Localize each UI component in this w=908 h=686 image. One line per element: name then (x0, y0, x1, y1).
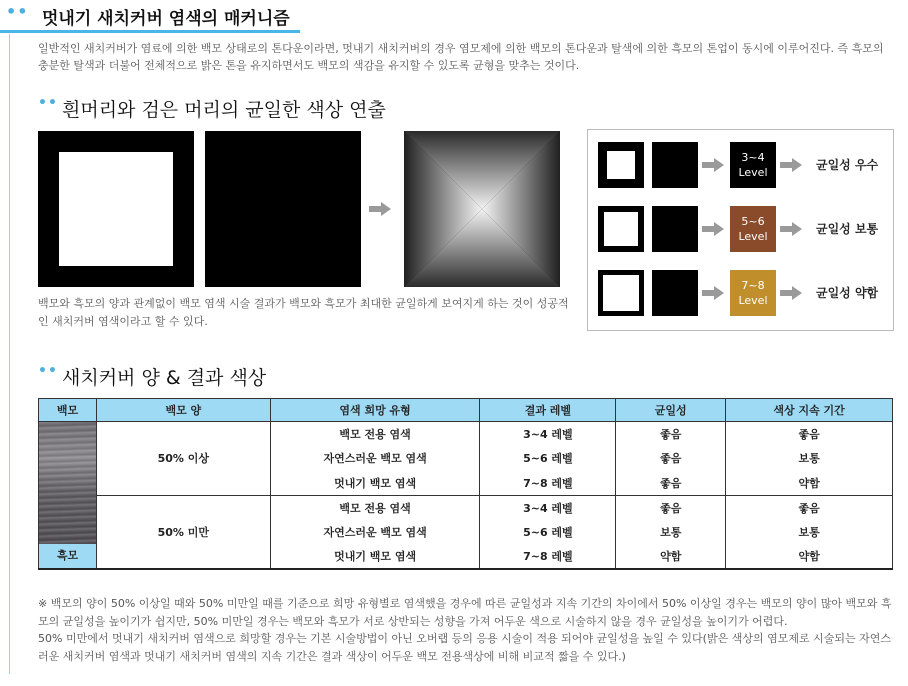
level-label: 균일성 우수 (816, 158, 879, 172)
hair-sample-black-square (205, 131, 361, 287)
white-inner-square (607, 151, 635, 179)
footnote-paragraph: ※ 백모의 양이 50% 이상일 때와 50% 미만일 때를 기준으로 희망 유형별로 염색했을 경우에 따른 균일성과 지속 기간의 차이에서 50% 이상일 경우는 백모의 양이 많아 백모와 흑모의 균일성을 높이기가 쉽지만, 50% 미만일 경우는 백모와 흑모가 서로 상반되는 성향을 가져 어두운 색으로 시술하지 않을 경우 균일성을 높이기가 어렵다. (38, 597, 892, 628)
amount-cell: 50% 이상 (96, 422, 270, 496)
white-inner-square (604, 212, 638, 246)
level-cell: 3~4 레벨 (480, 495, 616, 520)
level-badge (730, 270, 776, 316)
white-hair-square (598, 206, 644, 252)
level-cell: 7~8 레벨 (480, 545, 616, 570)
left-divider-line (9, 34, 10, 674)
level-badge-range: 3~4 (741, 151, 765, 164)
bullet-dots-icon: •• (38, 95, 58, 111)
right-arrow-icon (702, 222, 724, 236)
duration-cell: 약함 (726, 471, 893, 496)
type-cell: 멋내기 백모 염색 (270, 471, 480, 496)
type-cell: 백모 전용 염색 (270, 495, 480, 520)
right-arrow-icon (702, 158, 724, 172)
table-row (39, 495, 893, 520)
section1-caption: 백모와 흑모의 양과 관계없이 백모 염색 시술 결과가 백모와 흑모가 최대한 균일하게 보여지게 하는 것이 성공적인 새치커버 염색이라고 할 수 있다. (38, 297, 569, 328)
bullet-dots-icon: •• (38, 363, 58, 379)
uniformity-cell: 약함 (616, 545, 726, 570)
level-row (588, 270, 893, 320)
black-hair-square (652, 270, 698, 316)
uniformity-cell: 좋음 (616, 495, 726, 520)
header-uniformity: 균일성 (616, 399, 726, 422)
black-hair-square (652, 142, 698, 188)
table-row (39, 422, 893, 447)
level-row (588, 206, 893, 256)
duration-cell: 좋음 (726, 495, 893, 520)
right-arrow-icon (780, 222, 802, 236)
header-result-level: 결과 레벨 (480, 399, 616, 422)
level-badge-range: 5~6 (741, 215, 765, 228)
right-arrow-icon (369, 202, 391, 216)
bullet-dots-icon: •• (6, 2, 29, 21)
level-badge-unit: Level (738, 294, 768, 307)
level-row (588, 142, 893, 192)
table-footnotes (38, 595, 893, 665)
title-bar (0, 0, 908, 34)
duration-cell: 좋음 (726, 422, 893, 447)
hair-swatch-cell (39, 422, 97, 570)
type-cell: 자연스러운 백모 염색 (270, 520, 480, 545)
hair-sample-white-square (38, 131, 194, 287)
black-hair-square (652, 206, 698, 252)
white-inner-square (603, 275, 639, 311)
right-arrow-icon (780, 158, 802, 172)
level-badge (730, 206, 776, 252)
header-white-hair: 백모 (39, 399, 97, 422)
uniformity-cell: 좋음 (616, 446, 726, 471)
level-cell: 7~8 레벨 (480, 471, 616, 496)
uniformity-cell: 좋음 (616, 471, 726, 496)
hair-swatch-image (39, 422, 96, 544)
level-badge (730, 142, 776, 188)
black-hair-label: 흑모 (39, 544, 96, 568)
intro-paragraph: 일반적인 새치커버가 염료에 의한 백모 상태로의 톤다운이라면, 멋내기 새치커버의 경우 염모제에 의한 백모의 톤다운과 탈색에 의한 흑모의 톤업이 동시에 이루어진다. 즉 흑모의 충분한 탈색과 더불어 전체적으로 밝은 톤을 유지하면서도 백모의 색감을 유지할 수 있도록 균형을 맞추는 것이다. (38, 42, 884, 72)
duration-cell: 보통 (726, 446, 893, 471)
amount-cell: 50% 미만 (96, 495, 270, 569)
section-title-uniform-color: 흰머리와 검은 머리의 균일한 색상 연출 (62, 99, 386, 121)
section-title-coverage-result: 새치커버 양 & 결과 색상 (62, 367, 267, 389)
type-cell: 백모 전용 염색 (270, 422, 480, 447)
level-cell: 5~6 레벨 (480, 446, 616, 471)
table-header-row (39, 399, 893, 422)
level-label: 균일성 약함 (816, 286, 879, 300)
duration-cell: 약함 (726, 545, 893, 570)
footnote-paragraph: 50% 미만에서 멋내기 새치커버 염색으로 희망할 경우는 기본 시술방법이 아닌 오버랩 등의 응용 시술이 적용 되어야 균일성을 높일 수 있다(밝은 색상의 염모제로 시술되는 자연스러운 새치커버 염색과 멋내기 새치커버 염색의 지속 기간은 결과 색상이 어두운 백모 전용색상에 비해 비교적 짧을 수 있다.) (38, 632, 891, 663)
white-hair-square (598, 142, 644, 188)
level-cell: 5~6 레벨 (480, 520, 616, 545)
type-cell: 자연스러운 백모 염색 (270, 446, 480, 471)
header-white-hair-amount: 백모 양 (96, 399, 270, 422)
level-badge-range: 7~8 (741, 279, 765, 292)
level-cell: 3~4 레벨 (480, 422, 616, 447)
header-color-duration: 색상 지속 기간 (726, 399, 893, 422)
level-badge-unit: Level (738, 166, 768, 179)
white-hair-square (598, 270, 644, 316)
right-arrow-icon (702, 286, 724, 300)
white-inner-square (59, 152, 173, 266)
type-cell: 멋내기 백모 염색 (270, 545, 480, 570)
uniform-result-gradient-square (404, 131, 560, 287)
right-arrow-icon (780, 286, 802, 300)
uniformity-cell: 좋음 (616, 422, 726, 447)
duration-cell: 보통 (726, 520, 893, 545)
uniformity-cell: 보통 (616, 520, 726, 545)
coverage-result-table (38, 398, 893, 570)
level-badge-unit: Level (738, 230, 768, 243)
title-underline (0, 30, 300, 33)
page-title: 멋내기 새치커버 염색의 매커니즘 (42, 9, 290, 29)
header-dye-type: 염색 희망 유형 (270, 399, 480, 422)
level-label: 균일성 보통 (816, 222, 879, 236)
uniformity-level-legend (587, 129, 894, 331)
